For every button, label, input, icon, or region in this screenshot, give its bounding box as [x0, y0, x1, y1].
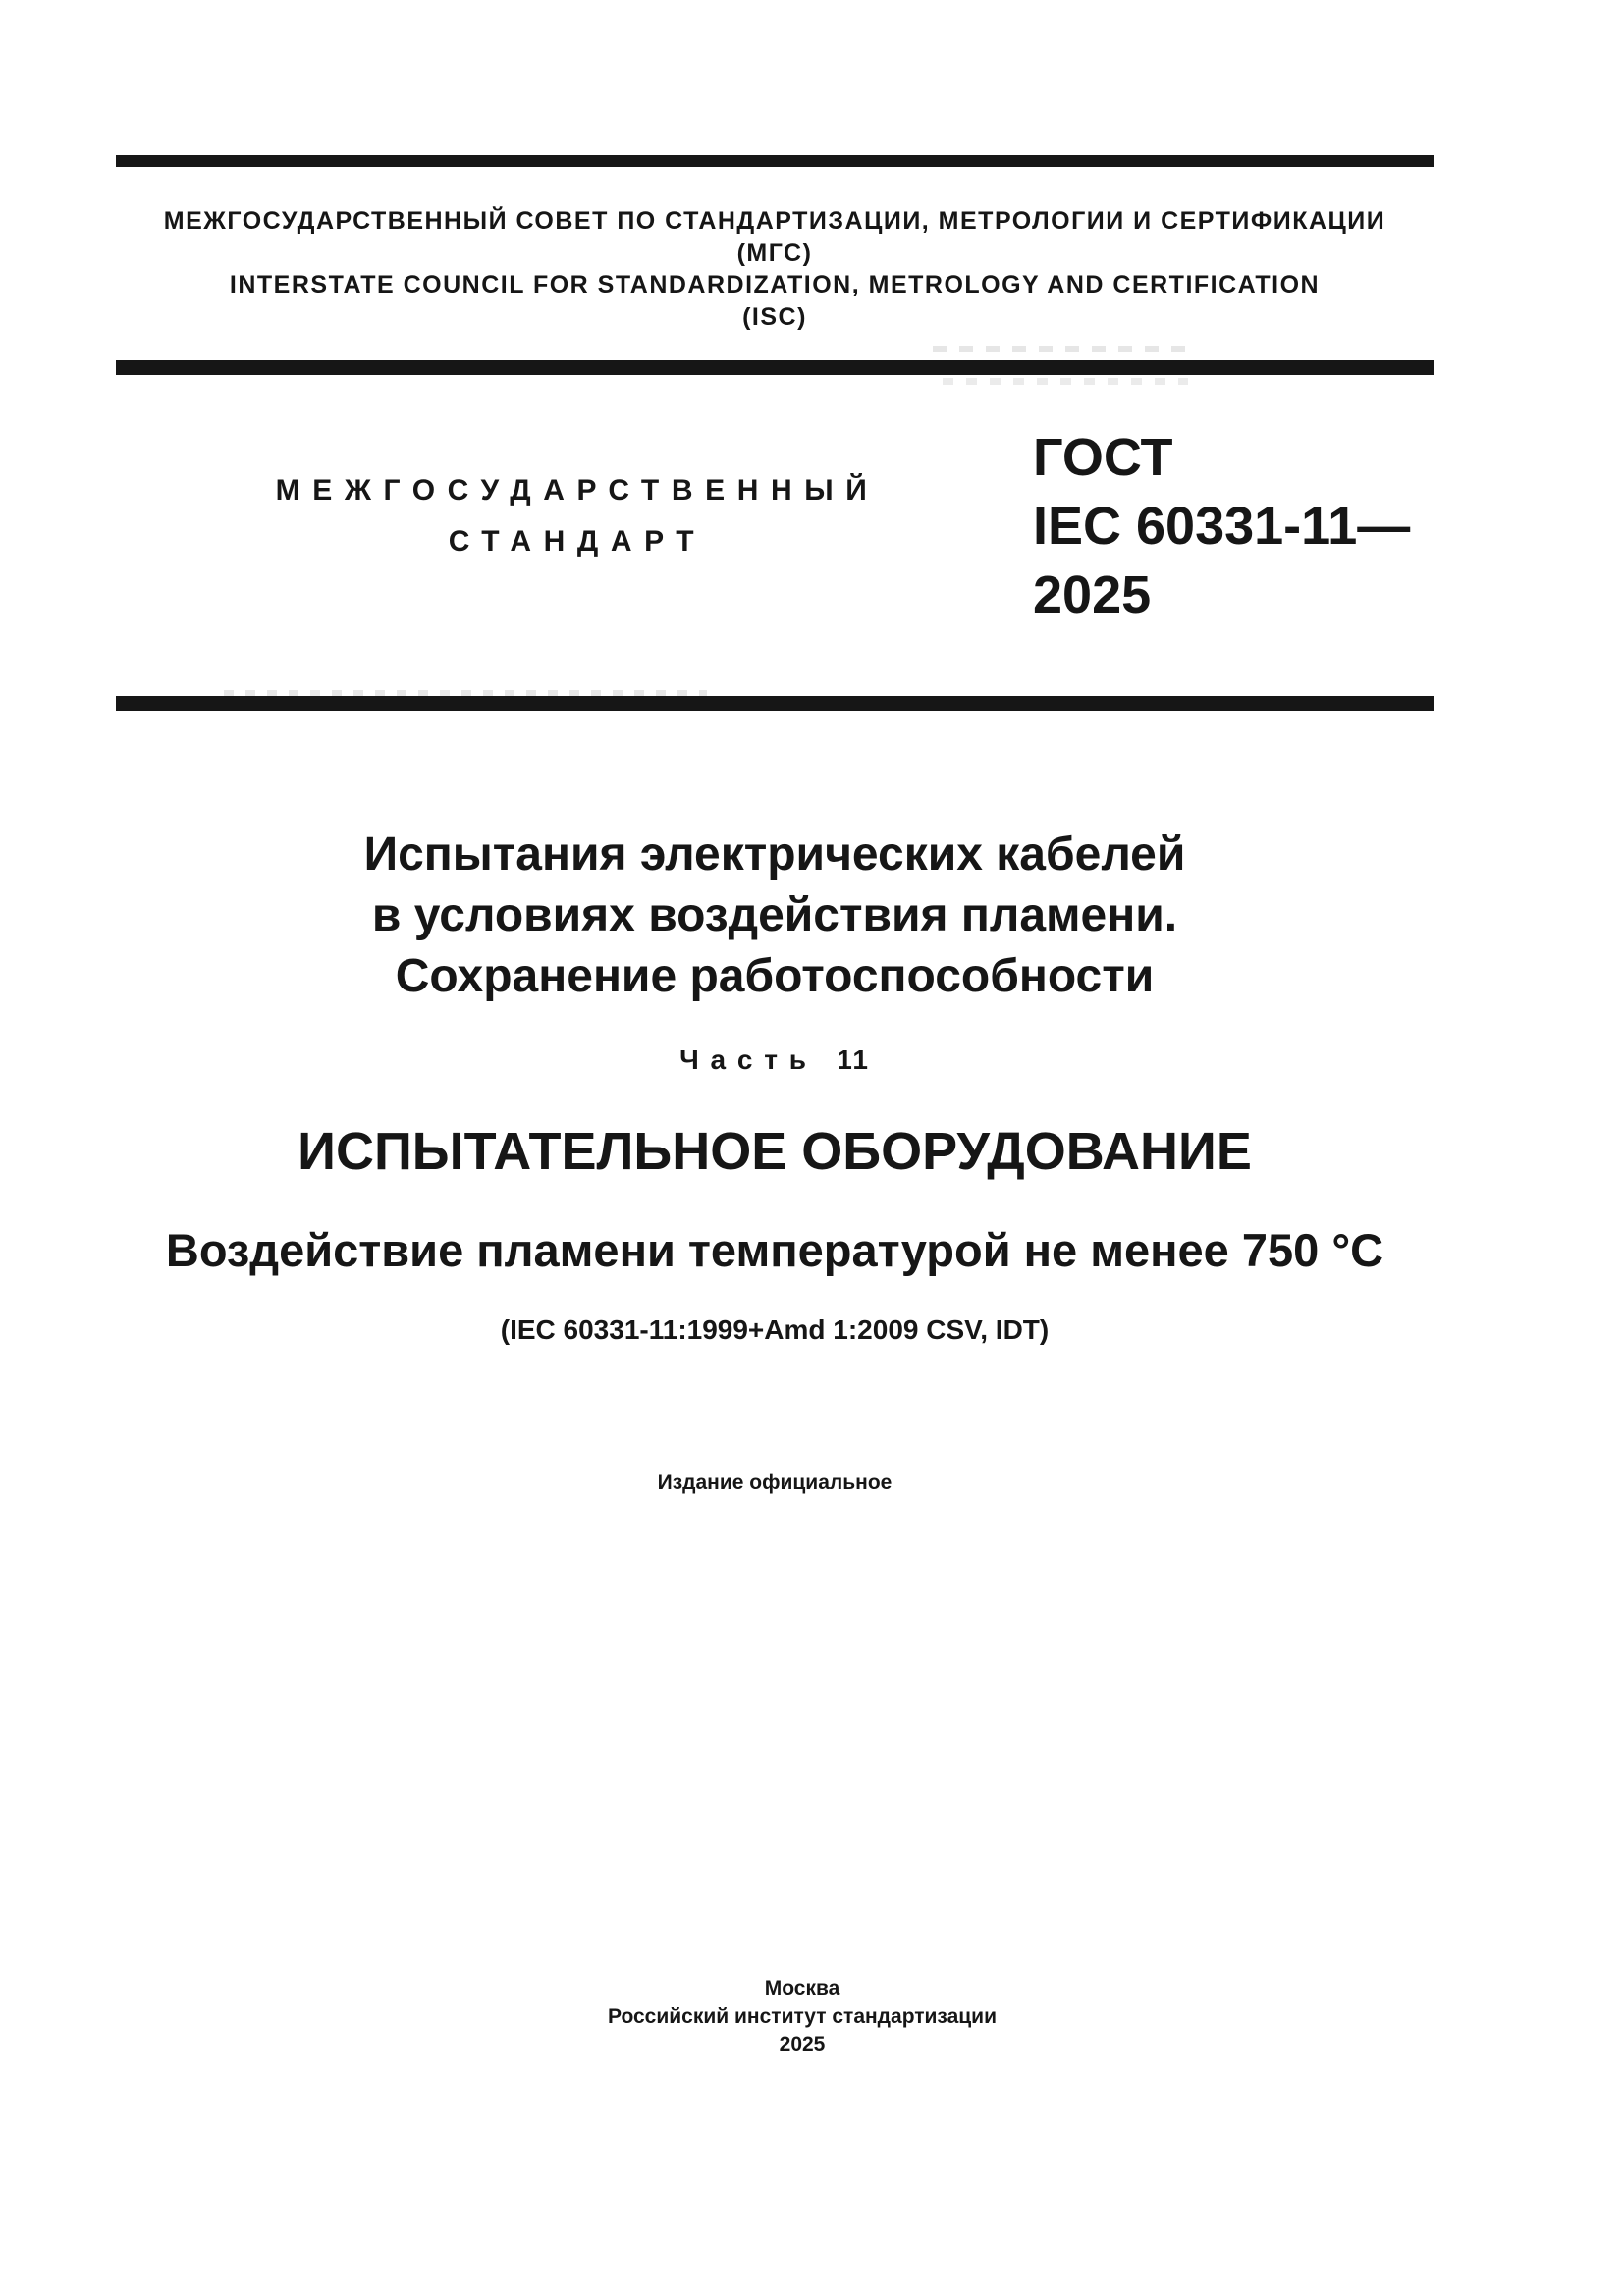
part-label: Ч а с т ь 11: [679, 1044, 870, 1075]
council-header: [116, 205, 1434, 333]
title-group-line2: в условиях воздействия пламени.: [371, 889, 1178, 941]
imprint-publisher: Российский институт стандартизации: [607, 2004, 998, 2028]
main-title: ИСПЫТАТЕЛЬНОЕ ОБОРУДОВАНИЕ: [298, 1122, 1252, 1181]
imprint-city: Москва: [764, 1977, 840, 2000]
standard-code-prefix: ГОСТ: [1033, 428, 1173, 487]
imprint-year: 2025: [779, 2033, 826, 2056]
top-rule: [116, 155, 1434, 167]
imprint: [143, 1975, 1461, 2059]
lower-rule: [116, 696, 1434, 711]
scan-artifact: [943, 378, 1188, 385]
standard-kind: [116, 465, 1039, 567]
title-group-line3: Сохранение работоспособности: [395, 950, 1155, 1002]
origin-reference: (IEC 60331-11:1999+Amd 1:2009 CSV, IDT): [500, 1314, 1050, 1345]
edition-note: Издание официальное: [657, 1471, 893, 1494]
council-name-ru: МЕЖГОСУДАРСТВЕННЫЙ СОВЕТ ПО СТАНДАРТИЗАЦИИ, МЕТРОЛОГИИ И СЕРТИФИКАЦИИ: [163, 207, 1386, 235]
standard-kind-line2: СТАНДАРТ: [448, 525, 707, 558]
scan-artifact: [933, 346, 1190, 352]
council-abbr-ru: (МГС): [736, 239, 813, 267]
standard-code-number: IEC 60331-11—: [1033, 497, 1411, 556]
title-group: [116, 825, 1434, 1007]
middle-rule: [116, 360, 1434, 375]
standard-code-year: 2025: [1033, 565, 1152, 624]
council-name-en: INTERSTATE COUNCIL FOR STANDARDIZATION, METROLOGY AND CERTIFICATION: [229, 271, 1321, 298]
standard-kind-line1: МЕЖГОСУДАРСТВЕННЫЙ: [275, 474, 880, 507]
subtitle: Воздействие пламени температурой не менее 750 °С: [165, 1224, 1384, 1276]
council-abbr-en: (ISC): [742, 302, 807, 331]
title-group-line1: Испытания электрических кабелей: [363, 828, 1186, 881]
standard-code: [1033, 423, 1410, 629]
